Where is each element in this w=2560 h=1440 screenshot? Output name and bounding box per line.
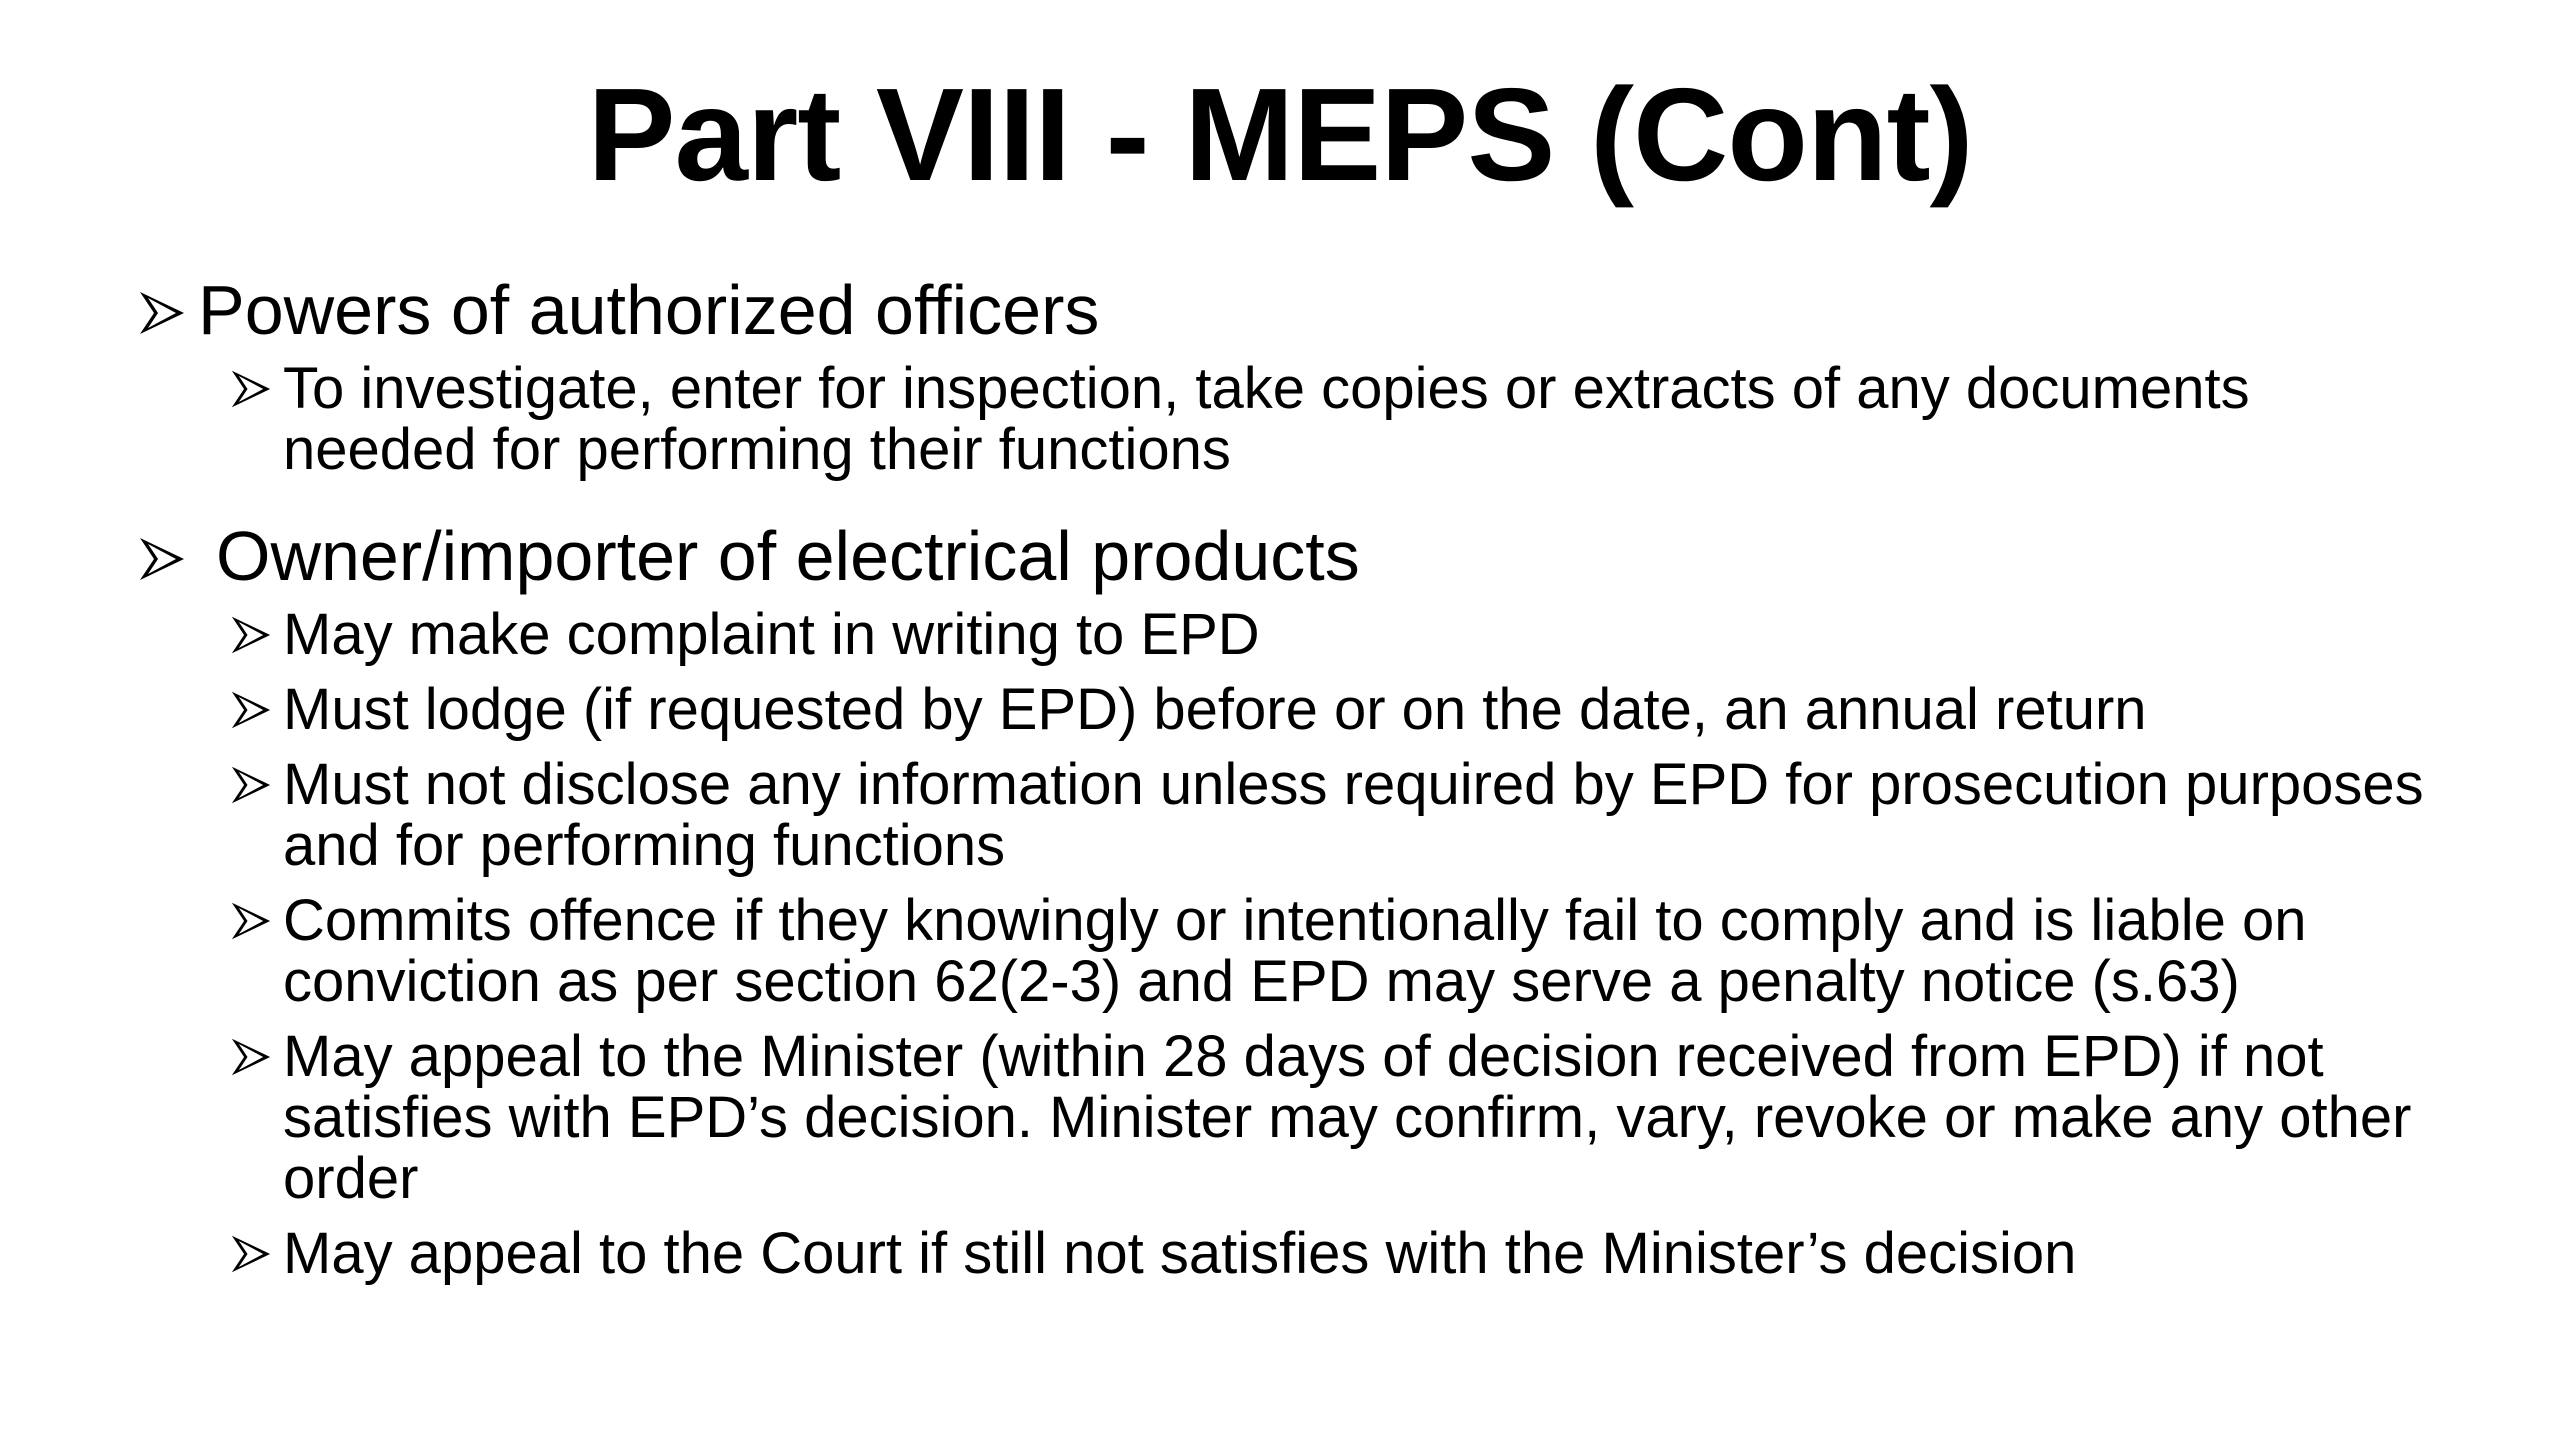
section-heading-text: Owner/importer of electrical products <box>216 517 1360 595</box>
list-item <box>138 1026 2438 1209</box>
list-item <box>138 890 2438 1012</box>
arrowhead-bullet-icon <box>230 1037 272 1077</box>
list-item <box>138 754 2438 876</box>
arrowhead-bullet-icon <box>230 1234 272 1274</box>
arrowhead-bullet-icon <box>230 690 272 730</box>
list-item <box>138 358 2438 480</box>
list-item-text: May appeal to the Court if still not satisfies with the Minister’s decision <box>283 1221 2077 1286</box>
slide-title: Part VIII - MEPS (Cont) <box>587 61 1973 208</box>
section-heading-text: Powers of authorized officers <box>198 271 1100 349</box>
list-item-text: May make complaint in writing to EPD <box>283 602 1260 667</box>
arrowhead-bullet-icon <box>230 765 272 805</box>
arrowhead-bullet-icon <box>230 369 272 409</box>
list-item-text: Must lodge (if requested by EPD) before or on the date, an annual return <box>283 677 2147 742</box>
list-item-text: May appeal to the Minister (within 28 days of decision received from EPD) if not satisfies with EPD’s decision. Minister may confirm, vary, revoke or make any other order <box>283 1024 2412 1211</box>
slide-content <box>138 268 2438 1298</box>
list-item-text: To investigate, enter for inspection, take copies or extracts of any documents needed for performing their functions <box>283 356 2250 482</box>
list-item <box>138 679 2438 740</box>
arrowhead-bullet-icon <box>230 615 272 655</box>
arrowhead-bullet-icon <box>138 290 186 336</box>
arrowhead-bullet-icon <box>230 901 272 941</box>
list-item <box>138 1223 2438 1284</box>
spacer <box>138 494 2438 514</box>
list-item-text: Must not disclose any information unless required by EPD for prosecution purposes and for performing functions <box>283 752 2424 878</box>
list-item <box>138 604 2438 665</box>
list-item-text: Commits offence if they knowingly or intentionally fail to comply and is liable on conviction as per section 62(2-3) and EPD may serve a penalty notice (s.63) <box>283 888 2307 1014</box>
section-heading <box>138 514 2438 598</box>
section-heading <box>138 268 2438 352</box>
arrowhead-bullet-icon <box>138 536 186 582</box>
